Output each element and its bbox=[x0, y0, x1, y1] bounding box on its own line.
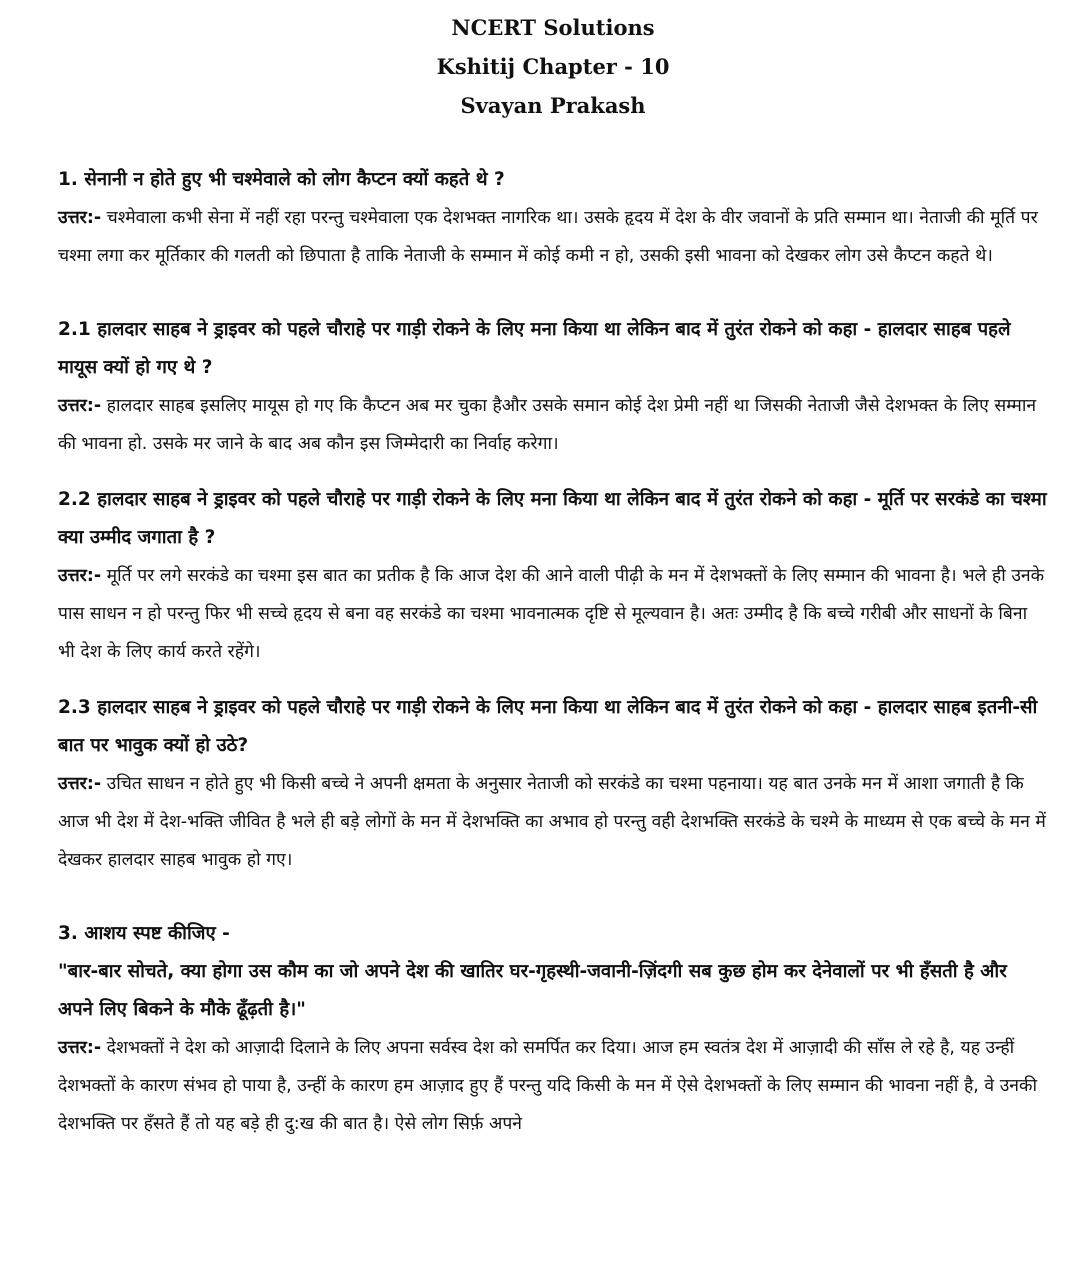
header-chapter: Kshitij Chapter - 10 bbox=[436, 54, 670, 79]
answer-text: चश्मेवाला कभी सेना में नहीं रहा परन्तु चश्मेवाला एक देशभक्त नागरिक था। उसके हृदय में देश के वीर जवानों के प्रति सम्मान था। नेताजी की मूर्ति पर चश्मा लगा कर मूर्तिकार की गलती को छिपाता है ताकि नेताजी के सम्मान में कोई कमी न हो, उसकी इसी भावना को देखकर लोग उसे कैप्टन कहते थे। bbox=[58, 208, 1038, 266]
question-block-1 bbox=[58, 161, 1048, 275]
answer-label: उत्तर:- bbox=[58, 396, 102, 416]
question-3: 3. आशय स्पष्ट कीजिए - bbox=[58, 923, 230, 944]
question-1: 1. सेनानी न होते हुए भी चश्मेवाले को लोग कैप्टन क्यों कहते थे ? bbox=[58, 169, 505, 190]
question-2-1: 2.1 हालदार साहब ने ड्राइवर को पहले चौराहे पर गाड़ी रोकने के लिए मना किया था लेकिन बाद में तुरंत रोकने को कहा - हालदार साहब पहले मायूस क्यों हो गए थे ? bbox=[58, 319, 1011, 378]
answer-2-2 bbox=[58, 557, 1048, 671]
header-lesson: Svayan Prakash bbox=[460, 93, 646, 118]
question-2-2: 2.2 हालदार साहब ने ड्राइवर को पहले चौराहे पर गाड़ी रोकने के लिए मना किया था लेकिन बाद में तुरंत रोकने को कहा - मूर्ति पर सरकंडे का चश्मा क्या उम्मीद जगाता है ? bbox=[58, 489, 1047, 548]
answer-label: उत्तर:- bbox=[58, 774, 102, 794]
question-2-3: 2.3 हालदार साहब ने ड्राइवर को पहले चौराहे पर गाड़ी रोकने के लिए मना किया था लेकिन बाद में तुरंत रोकने को कहा - हालदार साहब इतनी-सी बात पर भावुक क्यों हो उठे? bbox=[58, 697, 1038, 756]
quoted-passage: "बार-बार सोचते, क्या होगा उस कौम का जो अपने देश की खातिर घर-गृहस्थी-जवानी-ज़िंदगी सब कुछ होम कर देनेवालों पर भी हँसती है और अपने लिए बिकने के मौके ढूँढ़ती है।" bbox=[58, 961, 1007, 1020]
answer-text: हालदार साहब इसलिए मायूस हो गए कि कैप्टन अब मर चुका हैऔर उसके समान कोई देश प्रेमी नहीं था जिसकी नेताजी जैसे देशभक्त के लिए सम्मान की भावना हो. उसके मर जाने के बाद अब कौन इस जिम्मेदारी का निर्वाह करेगा। bbox=[58, 396, 1037, 454]
answer-text: मूर्ति पर लगे सरकंडे का चश्मा इस बात का प्रतीक है कि आज देश की आने वाली पीढ़ी के मन में देशभक्तों के लिए सम्मान की भावना है। भले ही उनके पास साधन न हो परन्तु फिर भी सच्चे हृदय से बना वह सरकंडे का चश्मा भावनात्मक दृष्टि से मूल्यवान है। अतः उम्मीद है कि बच्चे गरीबी और साधनों के बिना भी देश के लिए कार्य करते रहेंगे। bbox=[58, 566, 1045, 662]
document-header bbox=[58, 8, 1048, 125]
answer-text: उचित साधन न होते हुए भी किसी बच्चे ने अपनी क्षमता के अनुसार नेताजी को सरकंडे का चश्मा पहनाया। यह बात उनके मन में आशा जगाती है कि आज भी देश में देश-भक्ति जीवित है भले ही बड़े लोगों के मन में देशभक्ति का अभाव हो परन्तु वही देशभक्ति सरकंडे के चश्मे के माध्यम से एक बच्चे के मन में देखकर हालदार साहब भावुक हो गए। bbox=[58, 774, 1046, 870]
answer-2-1 bbox=[58, 387, 1048, 463]
answer-label: उत्तर:- bbox=[58, 1038, 102, 1058]
answer-text: देशभक्तों ने देश को आज़ादी दिलाने के लिए अपना सर्वस्व देश को समर्पित कर दिया। आज हम स्वतंत्र देश में आज़ादी की साँस ले रहे है, यह उन्हीं देशभक्तों के कारण संभव हो पाया है, उन्हीं के कारण हम आज़ाद हुए हैं परन्तु यदि किसी के मन में ऐसे देशभक्तों के लिए सम्मान की भावना नहीं है, वे उनकी देशभक्ति पर हँसते हैं तो यह बड़े ही दु:ख की बात है। ऐसे लोग सिर्फ़ अपने bbox=[58, 1038, 1037, 1134]
answer-2-3 bbox=[58, 765, 1048, 879]
answer-1 bbox=[58, 199, 1048, 275]
answer-label: उत्तर:- bbox=[58, 566, 102, 586]
question-block-2-3 bbox=[58, 689, 1048, 879]
answer-3 bbox=[58, 1029, 1048, 1143]
question-block-3 bbox=[58, 915, 1048, 1143]
answer-label: उत्तर:- bbox=[58, 208, 102, 228]
question-block-2-2 bbox=[58, 481, 1048, 671]
question-block-2-1 bbox=[58, 311, 1048, 463]
header-title: NCERT Solutions bbox=[451, 15, 655, 40]
